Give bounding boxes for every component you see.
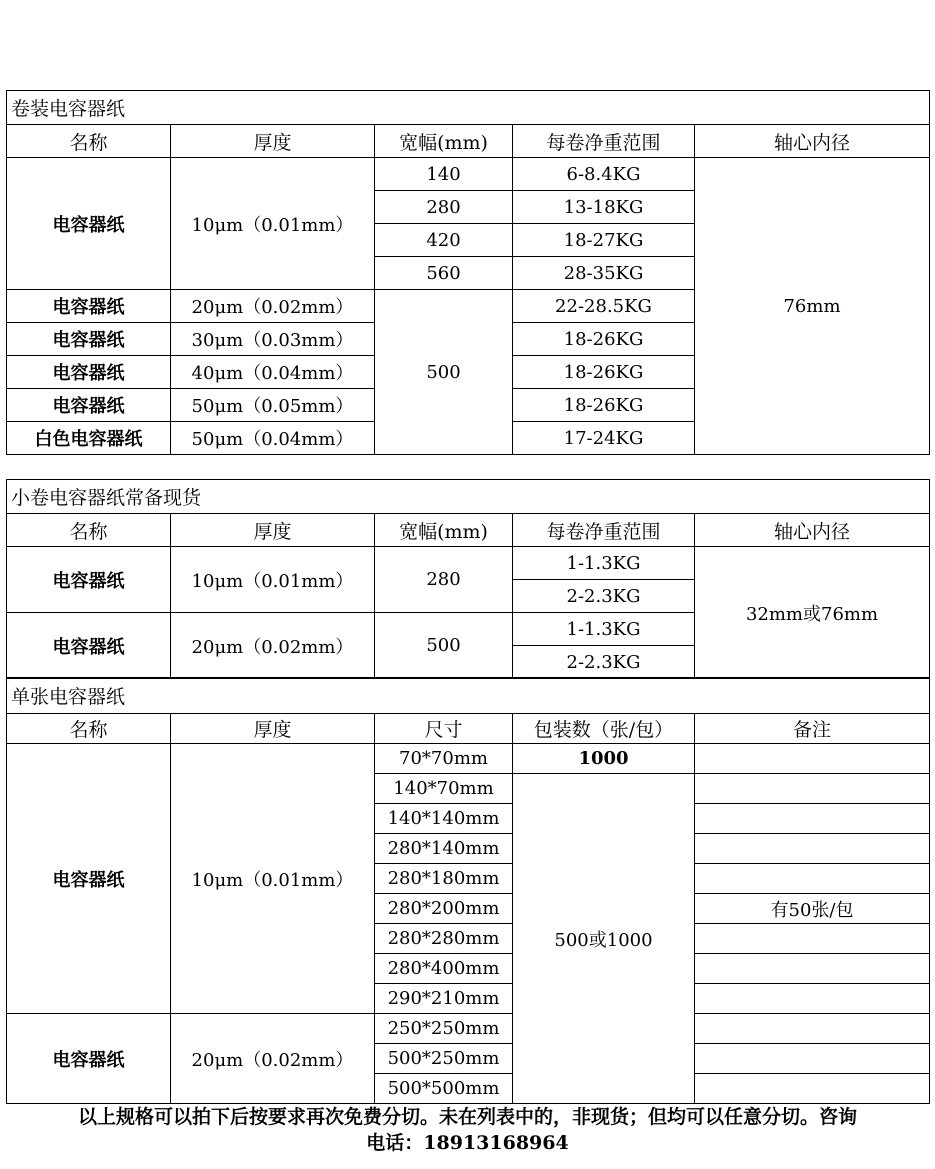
thickness-cell: 10μm（0.01mm） [171, 547, 375, 613]
table-row [7, 1014, 930, 1044]
thickness-cell: 20μm（0.02mm） [171, 290, 375, 323]
width-cell: 420 [375, 224, 513, 257]
header-thickness: 厚度 [171, 514, 375, 547]
header-core: 轴心内径 [695, 514, 930, 547]
note-cell: 有50张/包 [695, 894, 930, 924]
header-name: 名称 [7, 514, 171, 547]
core-cell: 32mm或76mm [695, 547, 930, 679]
size-cell: 250*250mm [375, 1014, 513, 1044]
weight-cell: 2-2.3KG [513, 580, 695, 613]
weight-cell: 2-2.3KG [513, 646, 695, 679]
weight-cell: 6-8.4KG [513, 158, 695, 191]
size-cell: 140*140mm [375, 804, 513, 834]
size-cell: 70*70mm [375, 744, 513, 774]
product-name: 电容器纸 [7, 547, 171, 613]
header-name: 名称 [7, 125, 171, 158]
size-cell: 290*210mm [375, 984, 513, 1014]
note-cell [695, 1014, 930, 1044]
note-cell [695, 984, 930, 1014]
small-roll-table [6, 479, 930, 679]
product-name: 电容器纸 [7, 1014, 171, 1104]
product-name: 电容器纸 [7, 323, 171, 356]
header-weight: 每卷净重范围 [513, 514, 695, 547]
pack-cell: 1000 [513, 744, 695, 774]
width-cell: 500 [375, 613, 513, 679]
note-cell [695, 864, 930, 894]
note-cell [695, 954, 930, 984]
thickness-cell: 20μm（0.02mm） [171, 1014, 375, 1104]
thickness-cell: 30μm（0.03mm） [171, 323, 375, 356]
weight-cell: 13-18KG [513, 191, 695, 224]
weight-cell: 18-26KG [513, 356, 695, 389]
weight-cell: 1-1.3KG [513, 613, 695, 646]
product-name: 电容器纸 [7, 744, 171, 1014]
weight-cell: 28-35KG [513, 257, 695, 290]
pack-cell: 500或1000 [513, 774, 695, 1104]
product-name: 电容器纸 [7, 356, 171, 389]
thickness-cell: 20μm（0.02mm） [171, 613, 375, 679]
product-name: 电容器纸 [7, 613, 171, 679]
product-name: 电容器纸 [7, 158, 171, 290]
weight-cell: 1-1.3KG [513, 547, 695, 580]
header-note: 备注 [695, 714, 930, 744]
width-cell: 560 [375, 257, 513, 290]
thickness-cell: 10μm（0.01mm） [171, 744, 375, 1014]
table-row [7, 744, 930, 774]
core-cell: 76mm [695, 158, 930, 455]
size-cell: 280*140mm [375, 834, 513, 864]
sheet-paper-table [6, 677, 930, 1104]
size-cell: 280*200mm [375, 894, 513, 924]
size-cell: 500*500mm [375, 1074, 513, 1104]
width-cell: 280 [375, 547, 513, 613]
weight-cell: 17-24KG [513, 422, 695, 455]
table-row [7, 547, 930, 580]
note-cell [695, 804, 930, 834]
product-name: 白色电容器纸 [7, 422, 171, 455]
header-width: 宽幅(mm) [375, 125, 513, 158]
header-weight: 每卷净重范围 [513, 125, 695, 158]
note-cell [695, 774, 930, 804]
weight-cell: 18-26KG [513, 389, 695, 422]
note-cell [695, 1044, 930, 1074]
thickness-cell: 50μm（0.04mm） [171, 422, 375, 455]
footer-note [0, 1104, 935, 1156]
footer-line-1: 以上规格可以拍下后按要求再次免费分切。未在列表中的，非现货；但均可以任意分切。咨询 [77, 1106, 857, 1128]
section-title: 小卷电容器纸常备现货 [7, 480, 930, 514]
size-cell: 500*250mm [375, 1044, 513, 1074]
note-cell [695, 834, 930, 864]
header-thickness: 厚度 [171, 714, 375, 744]
section-title: 卷装电容器纸 [7, 91, 930, 125]
weight-cell: 22-28.5KG [513, 290, 695, 323]
header-name: 名称 [7, 714, 171, 744]
product-name: 电容器纸 [7, 389, 171, 422]
table-row [7, 158, 930, 191]
weight-cell: 18-27KG [513, 224, 695, 257]
thickness-cell: 50μm（0.05mm） [171, 389, 375, 422]
header-thickness: 厚度 [171, 125, 375, 158]
thickness-cell: 40μm（0.04mm） [171, 356, 375, 389]
thickness-cell: 10μm（0.01mm） [171, 158, 375, 290]
weight-cell: 18-26KG [513, 323, 695, 356]
product-name: 电容器纸 [7, 290, 171, 323]
note-cell [695, 924, 930, 954]
header-size: 尺寸 [375, 714, 513, 744]
header-pack: 包装数（张/包） [513, 714, 695, 744]
size-cell: 140*70mm [375, 774, 513, 804]
note-cell [695, 744, 930, 774]
header-core: 轴心内径 [695, 125, 930, 158]
width-cell: 280 [375, 191, 513, 224]
section-title: 单张电容器纸 [7, 678, 930, 714]
width-cell: 500 [375, 290, 513, 455]
footer-line-2: 电话：18913168964 [366, 1132, 569, 1154]
roll-paper-table [6, 90, 930, 455]
size-cell: 280*400mm [375, 954, 513, 984]
size-cell: 280*280mm [375, 924, 513, 954]
note-cell [695, 1074, 930, 1104]
size-cell: 280*180mm [375, 864, 513, 894]
width-cell: 140 [375, 158, 513, 191]
header-width: 宽幅(mm) [375, 514, 513, 547]
